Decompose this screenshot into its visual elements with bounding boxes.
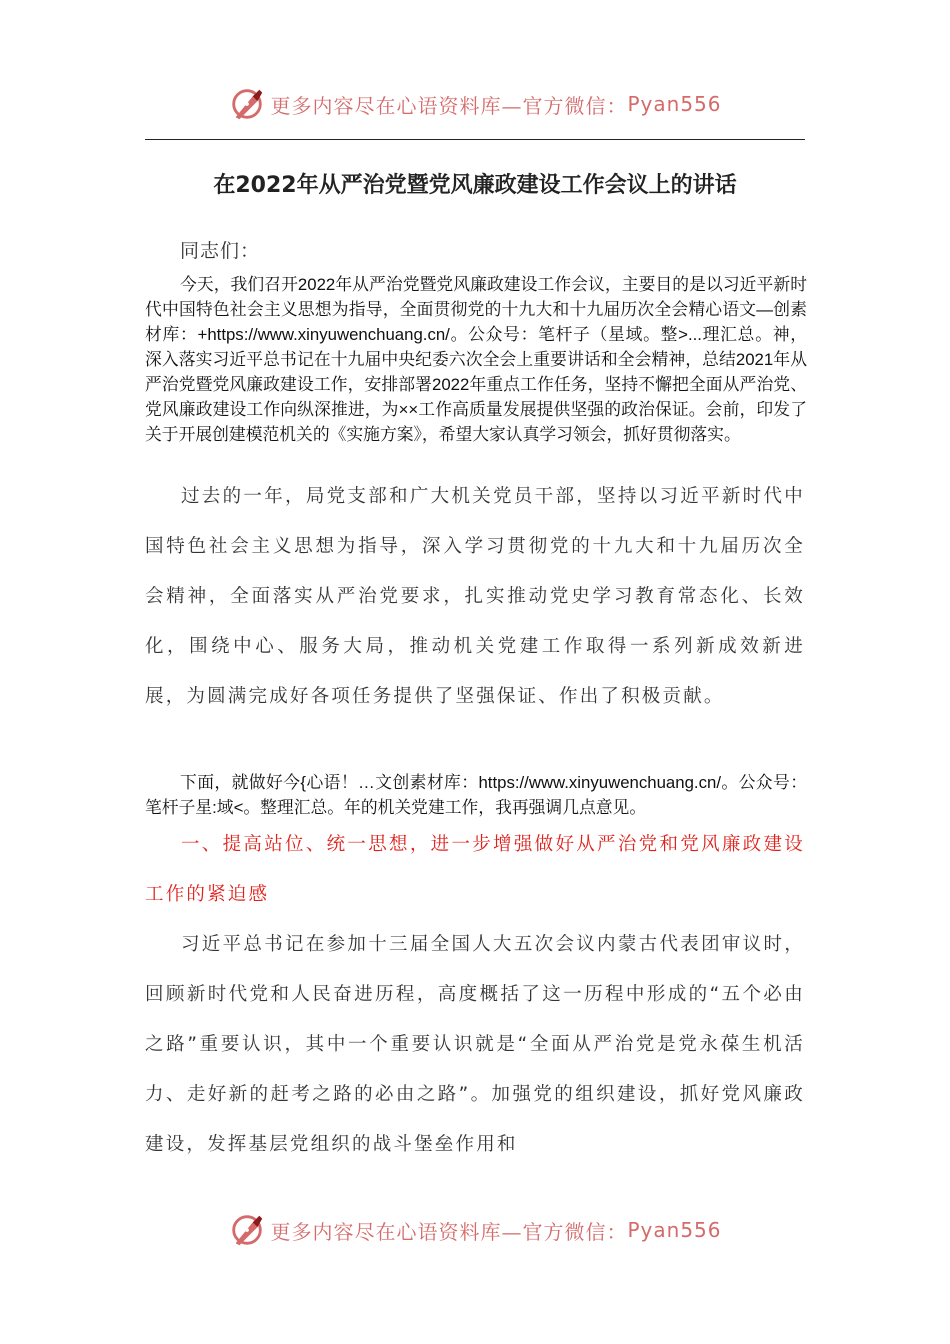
header-divider: [145, 139, 805, 140]
header-watermark-banner: [0, 84, 950, 124]
body-paragraph-2: 过去的一年，局党支部和广大机关党员干部，坚持以习近平新时代中国特色社会主义思想为指导，深入学习贯彻党的十九大和十九届历次全会精神，全面落实从严治党要求，扎实推动党史学习教育常态化、长效化，围绕中心、服务大局，推动机关党建工作取得一系列新成效新进展，为圆满完成好各项任务提供了坚强保证、作出了积极贡献。: [145, 486, 805, 707]
body-paragraph-1: 今天，我们召开2022年从严治党暨党风廉政建设工作会议，主要目的是以习近平新时代中国特色社会主义思想为指导，全面贯彻党的十九大和十九届历次全会精心语文—创素材库：+https://www.xinyuwenchuang.cn/。公众号：笔杆子（星域。整>...理汇总。神，深入落实习近平总书记在十九届中央纪委六次全会上重要讲话和全会精神，总结2021年从严治党暨党风廉政建设工作，安排部署2022年重点工作任务，坚持不懈把全面从严治党、党风廉政建设工作向纵深推进，为××工作高质量发展提供坚强的政治保证。会前，印发了关于开展创建模范机关的《实施方案》，希望大家认真学习领会，抓好贯彻落实。: [145, 275, 807, 444]
body-paragraph-4: 习近平总书记在参加十三届全国人大五次会议内蒙古代表团审议时，回顾新时代党和人民奋进历程，高度概括了这一历程中形成的“五个必由之路”重要认识，其中一个重要认识就是“全面从严治党是党永葆生机活力、走好新的赶考之路的必由之路”。加强党的组织建设，抓好党风廉政建设，发挥基层党组织的战斗堡垒作用和: [145, 934, 805, 1155]
watermark-text: 更多内容尽在心语资料库—官方微信：: [270, 1219, 628, 1244]
pen-nib-logo-icon: [228, 85, 266, 123]
page-title: 在2022年从严治党暨党风廉政建设工作会议上的讲话: [213, 173, 737, 198]
footer-watermark-banner: [0, 1210, 950, 1250]
body-paragraph-3: 下面，就做好今{心语！…文创素材库：https://www.xinyuwenchuang.cn/。公众号：笔杆子星:域<。整理汇总。年的机关党建工作，我再强调几点意见。: [145, 773, 807, 817]
watermark-text: 更多内容尽在心语资料库—官方微信：: [270, 93, 628, 118]
wechat-id: Pyan556: [627, 1218, 722, 1242]
wechat-id: Pyan556: [627, 92, 722, 116]
section-heading-1: 一、提高站位、统一思想，进一步增强做好从严治党和党风廉政建设工作的紧迫感: [145, 834, 805, 905]
pen-nib-logo-icon: [228, 1211, 266, 1249]
salutation: 同志们：: [180, 240, 261, 262]
